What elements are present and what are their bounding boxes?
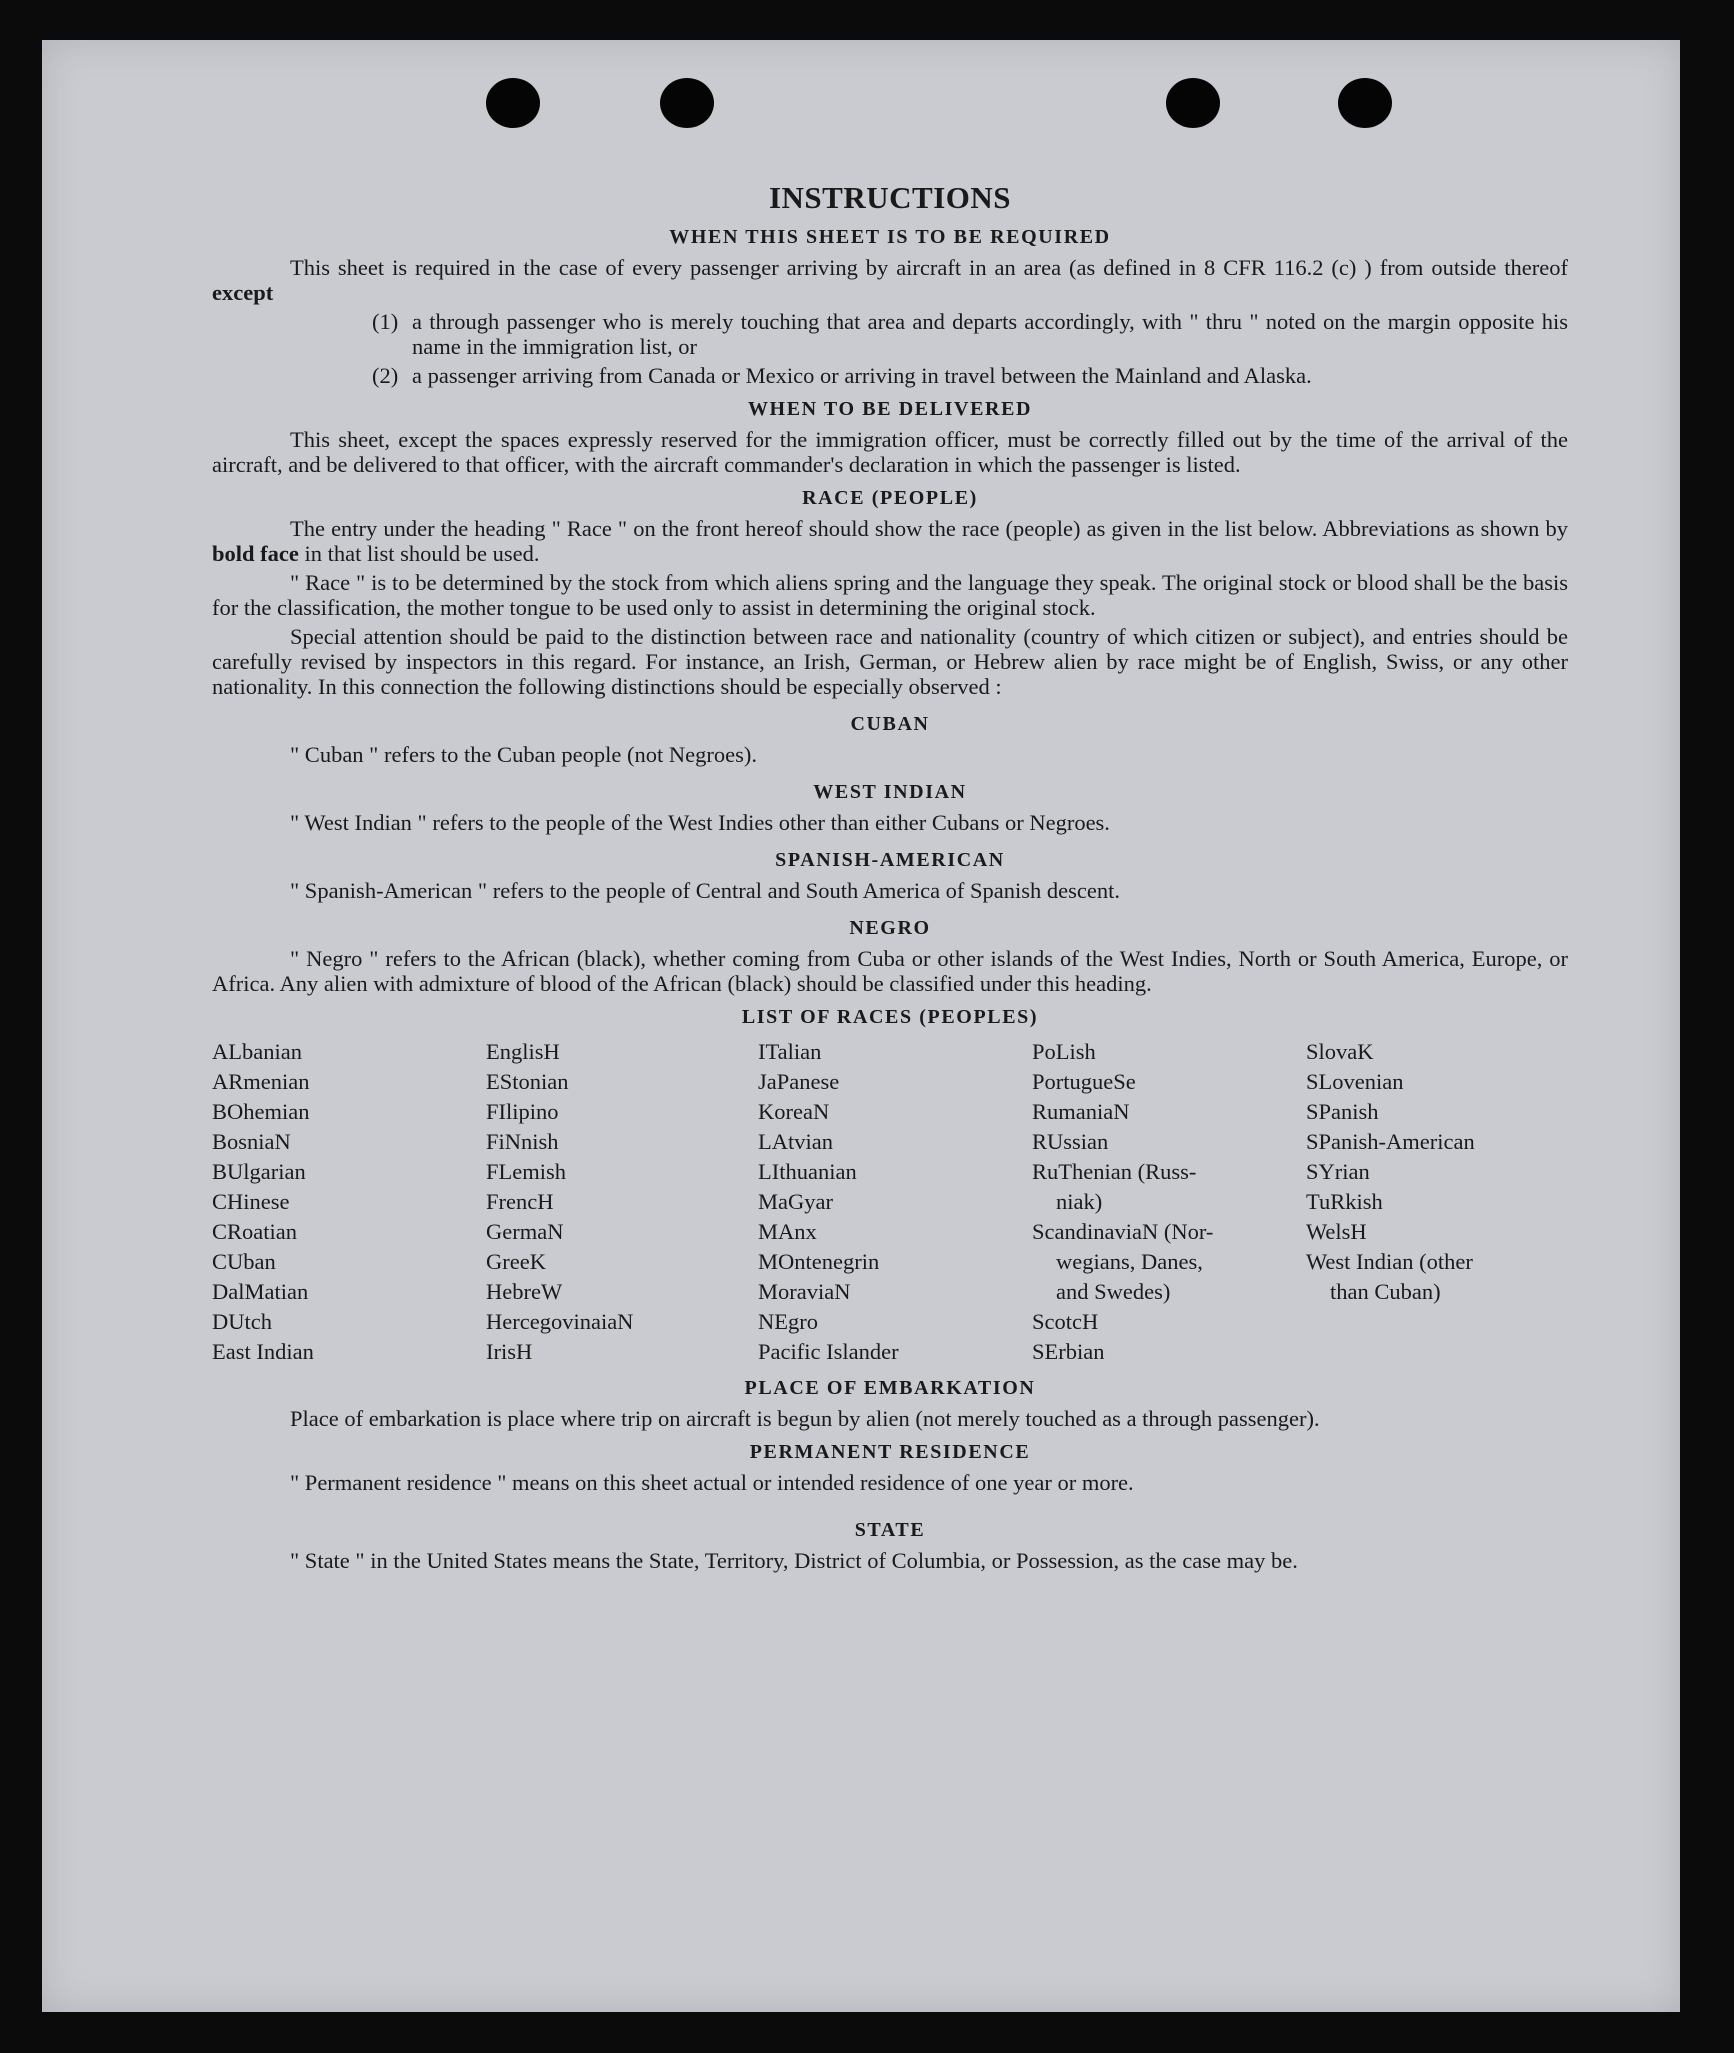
race-item: FLemish [486, 1159, 567, 1184]
race-item: SYrian [1306, 1159, 1370, 1184]
required-intro: This sheet is required in the case of every passenger arriving by aircraft in an area (as defined in 8 CFR 116.2 (c) ) from outside thereof except [212, 255, 1568, 305]
race-item: RumaniaN [1032, 1099, 1130, 1124]
spanish-american-text: " Spanish-American " refers to the people of Central and South America of Spanish descent. [290, 878, 1121, 903]
punch-hole [660, 78, 714, 128]
race-item: KoreaN [758, 1099, 830, 1124]
section-heading-delivered: WHEN TO BE DELIVERED [747, 398, 1033, 420]
race-item: RuThenian (Russ- [1032, 1159, 1197, 1184]
residence-text: " Permanent residence " means on this sheet actual or intended residence of one year or more. [290, 1470, 1134, 1495]
race-item: MAnx [758, 1219, 817, 1244]
embarkation-text: Place of embarkation is place where trip on aircraft is begun by alien (not merely touched as a through passenger). [290, 1406, 1320, 1431]
race-item-continuation: wegians, Danes, [1056, 1249, 1203, 1274]
race-item: SPanish-American [1306, 1129, 1475, 1154]
race-item: BosniaN [212, 1129, 291, 1154]
punch-hole [486, 78, 540, 128]
race-item: BUlgarian [212, 1159, 306, 1184]
race-item-continuation: niak) [1056, 1189, 1103, 1214]
section-heading-state: STATE [854, 1519, 926, 1541]
section-heading-required: WHEN THIS SHEET IS TO BE REQUIRED [669, 226, 1111, 248]
race-item: East Indian [212, 1339, 314, 1364]
exception-item: (1) a through passenger who is merely touching that area and departs accordingly, with " thru " noted on the margin opposite his name in the immigration list, or [372, 309, 1568, 359]
section-heading-races-list: LIST OF RACES (PEOPLES) [741, 1006, 1039, 1028]
race-item: West Indian (other [1306, 1249, 1473, 1274]
section-heading-west-indian: WEST INDIAN [813, 781, 967, 803]
delivered-text: This sheet, except the spaces expressly reserved for the immigration officer, must be correctly filled out by the time of the arrival of the aircraft, and be delivered to that officer, with the aircraft commander's declaration in which the passenger is listed. [212, 427, 1568, 477]
race-item: ScotcH [1032, 1309, 1099, 1334]
exception-item: (2) a passenger arriving from Canada or Mexico or arriving in travel between the Mainland and Alaska. [372, 363, 1312, 388]
race-item: IrisH [486, 1339, 533, 1364]
instructions-content [212, 180, 1568, 1577]
race-item: NEgro [758, 1309, 818, 1334]
race-item: DalMatian [212, 1279, 309, 1304]
race-item: JaPanese [758, 1069, 840, 1094]
races-column [1306, 1037, 1568, 1367]
document-sheet [42, 40, 1680, 2012]
race-item: MoraviaN [758, 1279, 851, 1304]
race-item: SLovenian [1306, 1069, 1404, 1094]
races-list [212, 1037, 1568, 1367]
section-heading-race: RACE (PEOPLE) [802, 487, 978, 509]
races-column [1032, 1037, 1306, 1367]
race-item: CRoatian [212, 1219, 297, 1244]
race-item: HercegovinaiaN [486, 1309, 634, 1334]
race-item: MOntenegrin [758, 1249, 880, 1274]
race-item: BOhemian [212, 1099, 310, 1124]
races-column [486, 1037, 758, 1367]
section-heading-embarkation: PLACE OF EMBARKATION [744, 1377, 1036, 1399]
race-paragraph: Special attention should be paid to the distinction between race and nationality (country of which citizen or subject), and entries should be carefully revised by inspectors in this regard. For instance, an Irish, German, or Hebrew alien by race might be of English, Swiss, or any other nationality. In this connection the following distinctions should be especially observed : [212, 624, 1568, 699]
cuban-text: " Cuban " refers to the Cuban people (not Negroes). [290, 742, 757, 767]
race-item: SErbian [1032, 1339, 1105, 1364]
race-item: GreeK [486, 1249, 546, 1274]
race-item: DUtch [212, 1309, 272, 1334]
state-text: " State " in the United States means the State, Territory, District of Columbia, or Possession, as the case may be. [290, 1548, 1298, 1573]
punch-hole [1338, 78, 1392, 128]
race-item-continuation: than Cuban) [1330, 1279, 1441, 1304]
race-item: MaGyar [758, 1189, 833, 1214]
race-item: SPanish [1306, 1099, 1379, 1124]
races-column [212, 1037, 486, 1367]
race-paragraph: " Race " is to be determined by the stock from which aliens spring and the language they speak. The original stock or blood shall be the basis for the classification, the mother tongue to be used only to assist in determining the original stock. [212, 570, 1568, 620]
race-item: TuRkish [1306, 1189, 1383, 1214]
race-item: ALbanian [212, 1039, 302, 1064]
race-item: LIthuanian [758, 1159, 857, 1184]
race-item: Pacific Islander [758, 1339, 899, 1364]
section-heading-spanish-american: SPANISH-AMERICAN [775, 849, 1005, 871]
race-item: FIlipino [486, 1099, 559, 1124]
race-item: LAtvian [758, 1129, 833, 1154]
race-item: RUssian [1032, 1129, 1109, 1154]
race-item: SlovaK [1306, 1039, 1374, 1064]
race-item: ARmenian [212, 1069, 310, 1094]
race-item: CUban [212, 1249, 276, 1274]
race-item: PoLish [1032, 1039, 1096, 1064]
page-title: INSTRUCTIONS [768, 180, 1011, 215]
race-item: EStonian [486, 1069, 569, 1094]
race-item: FiNnish [486, 1129, 559, 1154]
races-column [758, 1037, 1032, 1367]
west-indian-text: " West Indian " refers to the people of the West Indies other than either Cubans or Negroes. [290, 810, 1110, 835]
section-heading-residence: PERMANENT RESIDENCE [749, 1441, 1031, 1463]
race-item: GermaN [486, 1219, 564, 1244]
punch-hole [1166, 78, 1220, 128]
race-item: ScandinaviaN (Nor- [1032, 1219, 1214, 1244]
section-heading-cuban: CUBAN [850, 713, 930, 735]
race-paragraph: The entry under the heading " Race " on the front hereof should show the race (people) as given in the list below. Abbreviations as shown by bold face in that list should be used. [212, 516, 1568, 566]
race-item: EnglisH [486, 1039, 560, 1064]
race-item: HebreW [486, 1279, 563, 1304]
race-item: ITalian [758, 1039, 822, 1064]
section-heading-negro: NEGRO [849, 917, 931, 939]
race-item: CHinese [212, 1189, 290, 1214]
race-item-continuation: and Swedes) [1056, 1279, 1171, 1304]
negro-text: " Negro " refers to the African (black), whether coming from Cuba or other islands of the West Indies, North or South America, Europe, or Africa. Any alien with admixture of blood of the African (black) should be classified under this heading. [212, 946, 1568, 996]
race-item: PortugueSe [1032, 1069, 1136, 1094]
race-item: FrencH [486, 1189, 554, 1214]
race-item: WelsH [1306, 1219, 1367, 1244]
